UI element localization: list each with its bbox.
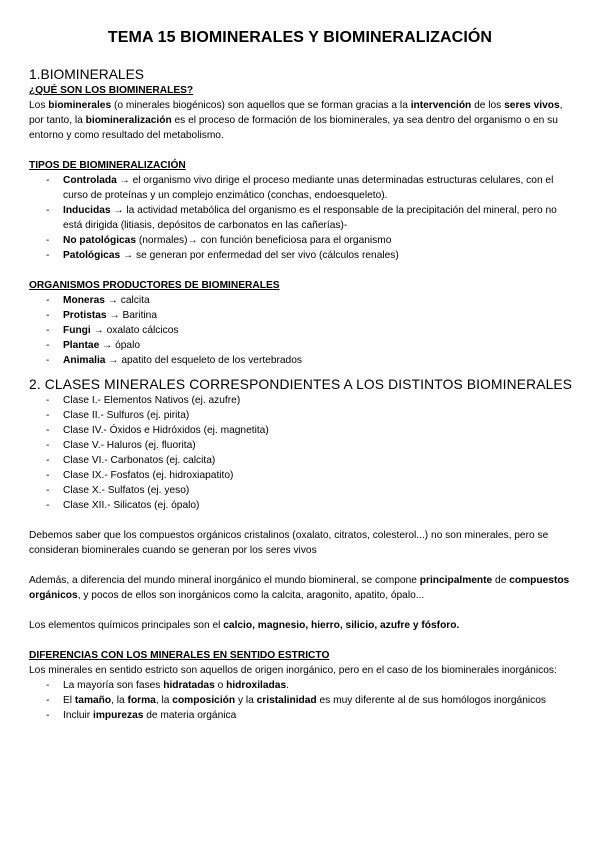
elements-paragraph: Los elementos químicos principales son el calcio, magnesio, hierro, silicio, azufre y fósforo. — [29, 620, 460, 631]
document-body — [29, 66, 574, 723]
list-item: - Plantae → ópalo — [29, 338, 574, 353]
question-heading: ¿QUÉ SON LOS BIOMINERALES? — [29, 85, 194, 96]
list-item: - Fungi → oxalato cálcicos — [29, 323, 574, 338]
list-item: - Clase IV.- Óxidos e Hidróxidos (ej. magnetita) — [29, 423, 574, 438]
tipos-heading: TIPOS DE BIOMINERALIZACIÓN — [29, 160, 186, 171]
list-item: - Clase IX.- Fosfatos (ej. hidroxiapatito) — [29, 468, 574, 483]
list-item: - Inducidas → la actividad metabólica del organismo es el responsable de la precipitación del mineral, pero no está dirigida (litiasis, depósitos de carbonatos en las cañerías)- — [29, 203, 574, 233]
list-item: - Clase II.- Sulfuros (ej. pirita) — [29, 408, 574, 423]
list-item: - Clase V.- Haluros (ej. fluorita) — [29, 438, 574, 453]
list-item: - El tamaño, la forma, la composición y la cristalinidad es muy diferente al de sus homólogos inorgánicos — [29, 693, 574, 708]
composition-paragraph: Además, a diferencia del mundo mineral inorgánico el mundo biomineral, se compone principalmente de compuestos orgánicos, y pocos de ellos son inorgánicos como la calcita, aragonito, apatito, ópalo... — [29, 575, 570, 601]
list-item: - La mayoría son fases hidratadas o hidroxiladas. — [29, 678, 574, 693]
list-item: - Controlada → el organismo vivo dirige el proceso mediante unas determinadas estructuras celulares, con el curso de proteínas y un complejo enzimático (conchas, endoesqueleto). — [29, 173, 574, 203]
page-title: TEMA 15 BIOMINERALES Y BIOMINERALIZACIÓN — [107, 29, 493, 46]
section-1-heading: 1.BIOMINERALES — [29, 67, 145, 82]
list-item: - Protistas → Baritina — [29, 308, 574, 323]
list-item: - Incluir impurezas de materia orgánica — [29, 708, 574, 723]
definition-paragraph: Los biominerales (o minerales biogénicos) son aquellos que se forman gracias a la intervención de los seres vivos, por tanto, la biomineralización es el proceso de formación de los biominerales, ya sea dentro del organismo o en su entorno y como resultado del metabolismo. — [29, 100, 563, 141]
list-item: - Clase VI.- Carbonatos (ej. calcita) — [29, 453, 574, 468]
list-item: - Patológicas → se generan por enfermedad del ser vivo (cálculos renales) — [29, 248, 574, 263]
diferencias-heading: DIFERENCIAS CON LOS MINERALES EN SENTIDO ESTRICTO — [29, 650, 330, 661]
organic-paragraph: Debemos saber que los compuestos orgánicos cristalinos (oxalato, citratos, colesterol...) no son minerales, pero se consideran biominerales cuando se generan por los seres vivos — [29, 530, 549, 556]
diferencias-list — [29, 678, 574, 723]
organismos-heading: ORGANISMOS PRODUCTORES DE BIOMINERALES — [29, 280, 280, 291]
tipos-list — [29, 173, 574, 263]
organismos-list — [29, 293, 574, 368]
list-item: - Clase I.- Elementos Nativos (ej. azufre) — [29, 393, 574, 408]
diferencias-intro: Los minerales en sentido estricto son aquellos de origen inorgánico, pero en el caso de los biominerales inorgánicos: — [29, 665, 557, 676]
list-item: - Clase XII.- Silicatos (ej. ópalo) — [29, 498, 574, 513]
list-item: - Moneras → calcita — [29, 293, 574, 308]
clases-list — [29, 393, 574, 513]
list-item: - No patológicas (normales)→ con función beneficiosa para el organismo — [29, 233, 574, 248]
list-item: - Clase X.- Sulfatos (ej. yeso) — [29, 483, 574, 498]
section-2-heading: 2. CLASES MINERALES CORRESPONDIENTES A LOS DISTINTOS BIOMINERALES — [29, 377, 573, 392]
list-item: - Animalia → apatito del esqueleto de los vertebrados — [29, 353, 574, 368]
